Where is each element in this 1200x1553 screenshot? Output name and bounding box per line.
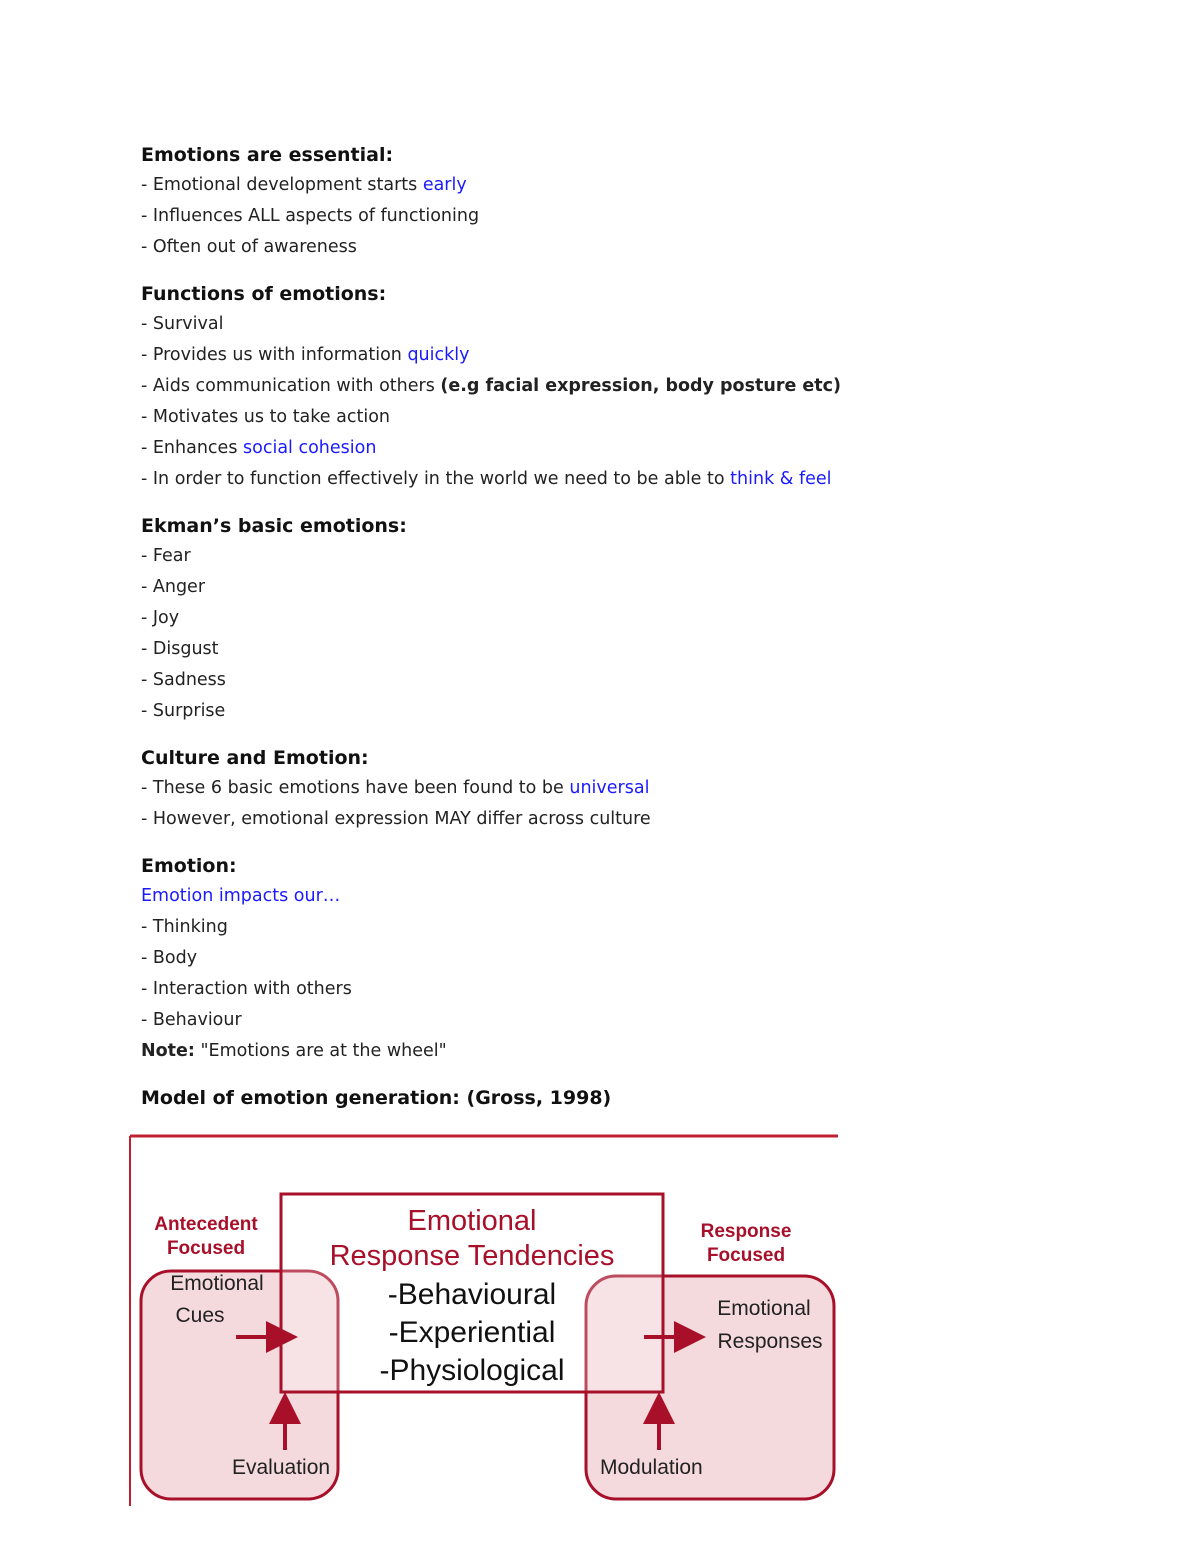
list-item: - Influences ALL aspects of functioning [141,206,480,226]
responses-label-1: Emotional [717,1297,811,1320]
list-item: - Motivates us to take action [141,407,390,427]
cues-label-2: Cues [175,1304,225,1327]
response-focused-label-2: Focused [706,1245,786,1266]
list-item [141,773,1041,804]
section-heading: Emotion: [141,855,237,877]
subheading-highlight: Emotion impacts our… [141,886,341,906]
section-emotion [141,851,1041,1067]
section-heading: Model of emotion generation: (Gross, 1998) [141,1087,612,1109]
item-text: - Enhances [141,438,244,458]
note-label: Note: [141,1041,195,1061]
section-ekman [141,511,1041,727]
item-text: - These 6 basic emotions have been found to be [141,778,570,798]
center-title-2: Response Tendencies [329,1240,615,1272]
highlight-text: early [422,175,467,195]
list-item [141,371,1041,402]
list-item: - Body [141,948,198,968]
cues-label-1: Emotional [170,1272,264,1295]
list-item: - Interaction with others [141,979,352,999]
list-item [141,464,1041,495]
list-item: - Thinking [141,917,228,937]
item-text: - Emotional development starts [141,175,423,195]
center-item-behavioural: -Behavioural [387,1278,557,1311]
section-model [141,1083,1041,1113]
modulation-label: Modulation [600,1456,703,1479]
list-item [141,433,1041,464]
section-heading: Culture and Emotion: [141,747,369,769]
list-item: - Disgust [141,639,219,659]
section-emotions-essential [141,140,1041,263]
list-item: - Anger [141,577,206,597]
list-item: - Survival [141,314,224,334]
response-focused-label-1: Response [700,1221,792,1242]
section-heading: Emotions are essential: [141,144,394,166]
antecedent-label-1: Antecedent [154,1214,258,1235]
list-item: - Fear [141,546,191,566]
center-item-physiological: -Physiological [379,1354,565,1387]
note [141,1036,1041,1067]
section-culture [141,743,1041,835]
center-title-1: Emotional [407,1205,537,1237]
evaluation-label: Evaluation [232,1456,331,1479]
list-item [141,170,1041,201]
section-functions [141,279,1041,495]
list-item: - However, emotional expression MAY differ across culture [141,809,651,829]
list-item: - Behaviour [141,1010,242,1030]
item-text: - Provides us with information [141,345,408,365]
responses-label-2: Responses [717,1330,823,1353]
highlight-text: quickly [407,345,470,365]
highlight-text: universal [569,778,650,798]
list-item [141,340,1041,371]
section-heading: Ekman’s basic emotions: [141,515,407,537]
document-body [141,140,1041,1113]
list-item: - Sadness [141,670,226,690]
list-item: - Surprise [141,701,226,721]
list-item: - Joy [141,608,180,628]
center-item-experiential: -Experiential [388,1316,556,1349]
bold-text: (e.g facial expression, body posture etc) [440,376,842,396]
note-text: "Emotions are at the wheel" [194,1041,447,1061]
gross-model-diagram [128,1134,840,1509]
list-item: - Often out of awareness [141,237,357,257]
item-text: - In order to function effectively in the world we need to be able to [141,469,731,489]
highlight-text: social cohesion [243,438,377,458]
highlight-text: think & feel [730,469,832,489]
antecedent-label-2: Focused [166,1238,246,1259]
item-text: - Aids communication with others [141,376,441,396]
section-heading: Functions of emotions: [141,283,387,305]
